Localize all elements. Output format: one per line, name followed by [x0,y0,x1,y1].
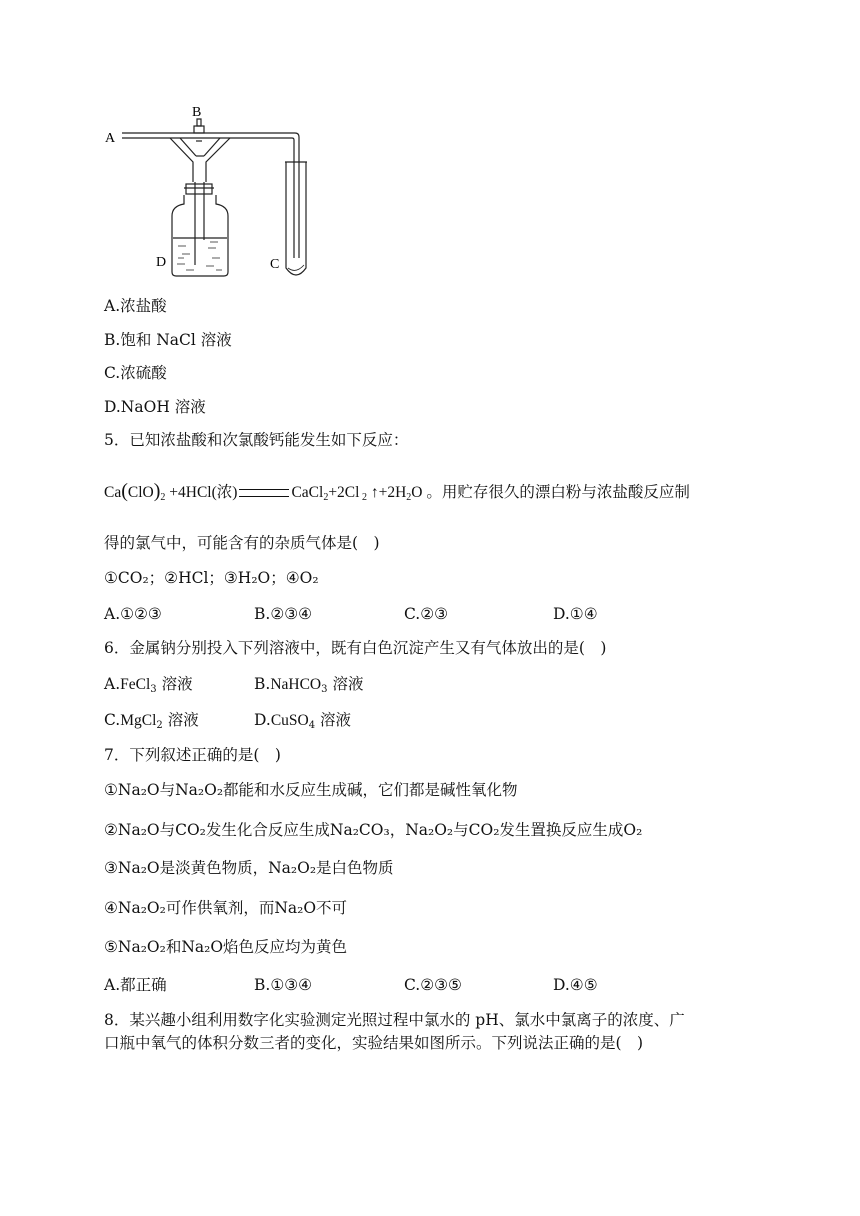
eq-clo: ClO [127,484,154,501]
q6-option-c: C.MgCl$_2$ 溶液 [104,711,199,731]
q7-statement-5: ⑤Na₂O₂和Na₂O焰色反应均为黄色 [104,938,348,956]
q7-statement-3: ③Na₂O是淡黄色物质，Na₂O₂是白色物质 [104,859,394,877]
q4-option-c: C.浓硫酸 [104,364,167,382]
eq-tail: 。用贮存很久的漂白粉与浓盐酸反应制 [426,483,690,501]
gas-arrow-icon: ↑ [366,484,379,501]
q5-equation: $Ca(ClO)_2 +4HCl$(浓) CaCl$_2$+2Cl $_2$ $↑+2H_2O$ 。用贮存很久的漂白粉与浓盐酸反应制 [104,480,690,503]
q6-option-a: A.FeCl$_3$ 溶液 [104,675,193,695]
apparatus-diagram [100,100,330,290]
q7-statement-4: ④Na₂O₂可作供氧剂，而Na₂O不可 [104,899,348,917]
q7-statement-1: ①Na₂O与Na₂O₂都能和水反应生成碱，它们都是碱性氧化物 [104,781,518,799]
equals-sign [239,489,289,497]
q5-items: ①CO₂；②HCl；③H₂O；④O₂ [104,569,319,587]
label-c: C [270,257,280,272]
eq-hcl: +4HCl(浓) [169,484,238,501]
q7-option-d: D.④⑤ [553,976,598,994]
label-b: B [192,105,202,120]
eq-o: O [411,484,423,501]
q8-stem-line2: 口瓶中氧气的体积分数三者的变化，实验结果如图所示。下列说法正确的是( ) [104,1034,644,1052]
q5-option-d: D.①④ [553,605,598,623]
eq-h2o: +2H [378,484,407,501]
q4-option-d: D.NaOH 溶液 [104,398,206,416]
eq-cl2: +2Cl [328,484,360,501]
eq-ca: Ca [104,484,122,501]
q7-stem: 7．下列叙述正确的是( ) [104,746,281,764]
q5-option-c: C.②③ [404,605,449,623]
q7-option-a: A.都正确 [104,976,167,994]
q5-option-b: B.②③④ [254,605,313,623]
q7-option-c: C.②③⑤ [404,976,462,994]
q5-stem: 5．已知浓盐酸和次氯酸钙能发生如下反应： [104,431,409,449]
q6-option-d: D.CuSO$_4$ 溶液 [254,711,352,731]
q7-option-b: B.①③④ [254,976,313,994]
q7-statement-2: ②Na₂O与CO₂发生化合反应生成Na₂CO₃，Na₂O₂与CO₂发生置换反应生成O₂ [104,821,643,839]
q4-option-a: A.浓盐酸 [104,297,167,315]
q5-option-a: A.①②③ [104,605,162,623]
q6-option-b: B.NaHCO$_3$ 溶液 [254,675,364,695]
label-d: D [156,255,167,270]
q6-stem: 6．金属钠分别投入下列溶液中，既有白色沉淀产生又有气体放出的是( ) [104,639,607,657]
eq-cacl: CaCl [291,484,324,501]
label-a: A [105,131,116,146]
q8-stem-line1: 8．某兴趣小组利用数字化实验测定光照过程中氯水的 pH、氯水中氯离子的浓度、广 [104,1011,685,1029]
q5-stem2: 得的氯气中，可能含有的杂质气体是( ) [104,534,380,552]
q4-option-b: B.饱和 NaCl 溶液 [104,331,232,349]
